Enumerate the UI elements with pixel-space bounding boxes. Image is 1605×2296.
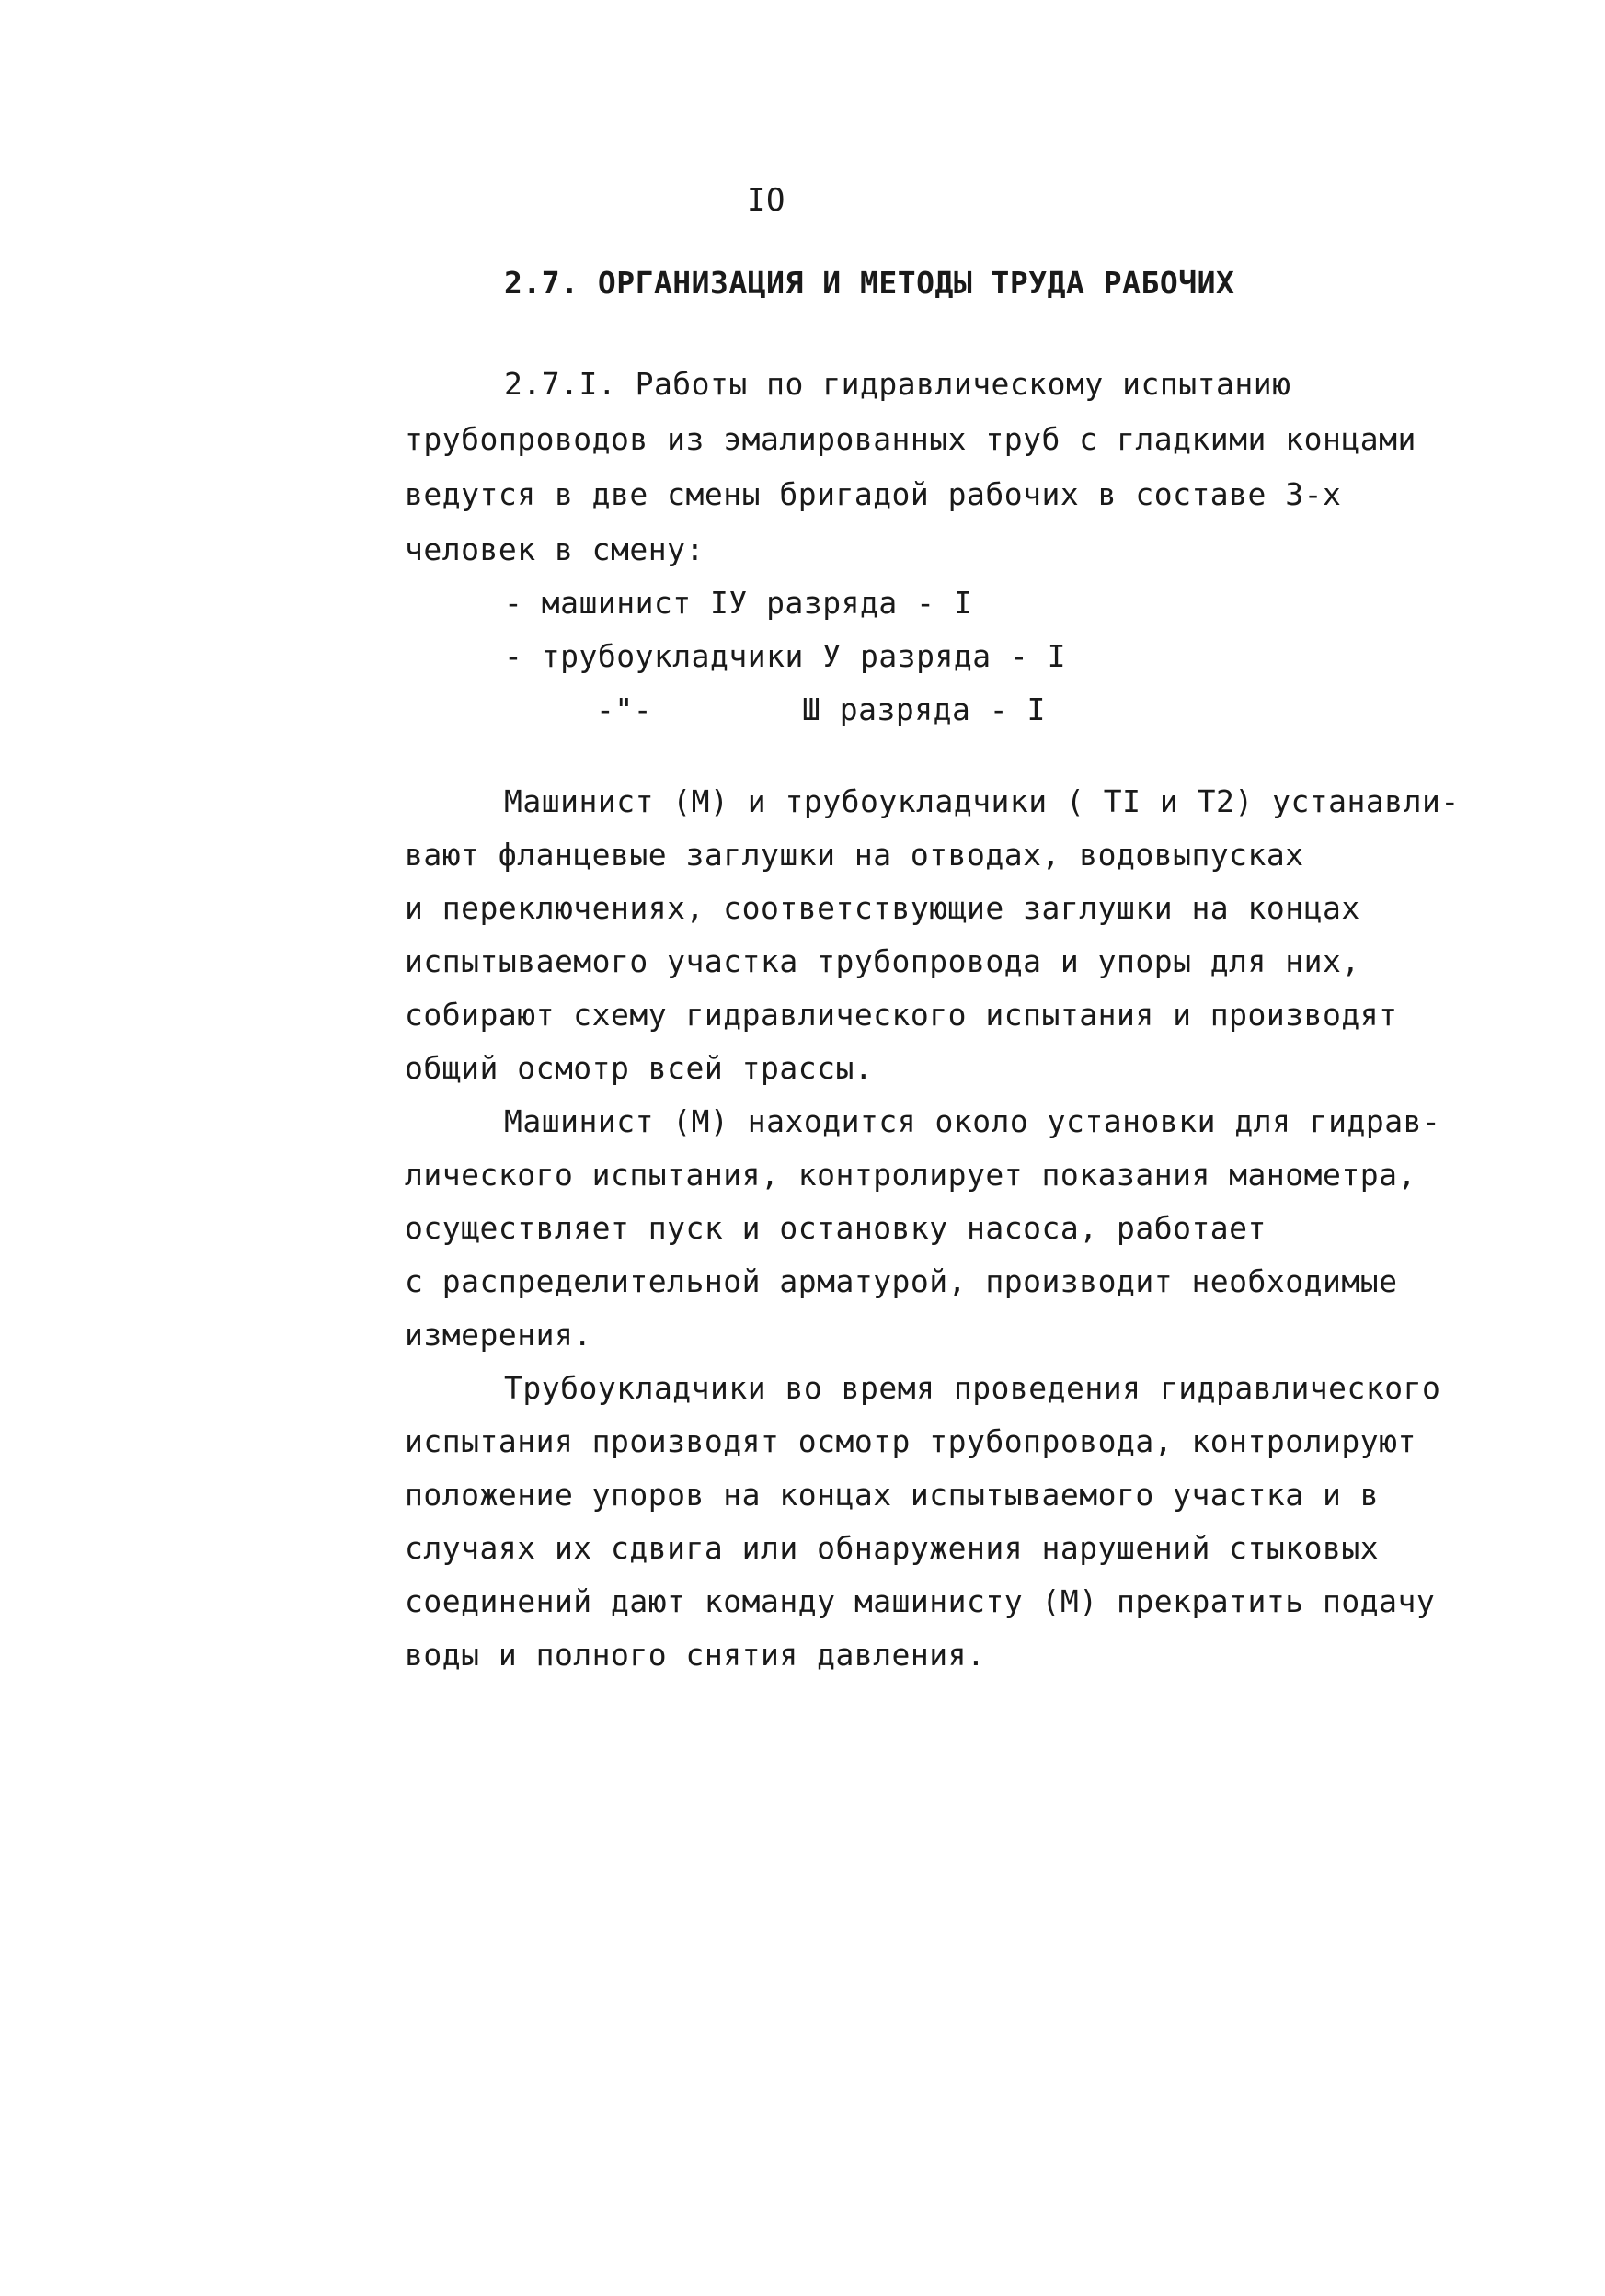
paragraph-2-line-4: с распределительной арматурой, производит необходимые (405, 1263, 1398, 1299)
page-number: IO (747, 182, 785, 219)
paragraph-2-line-1: Машинист (М) находится около установки для гидрав- (504, 1103, 1441, 1139)
paragraph-3-line-5: соединений дают команду машинисту (М) прекратить подачу (405, 1583, 1436, 1619)
section-271-line-1: 2.7.I. Работы по гидравлическому испытанию (504, 366, 1291, 402)
paragraph-2-line-5: измерения. (405, 1317, 592, 1353)
crew-item-pipelayer-3: -"- Ш разряда - I (596, 691, 1046, 727)
section-271-line-2: трубопроводов из эмалированных труб с гладкими концами (405, 421, 1416, 457)
paragraph-1-line-2: вают фланцевые заглушки на отводах, водовыпусках (405, 837, 1304, 873)
paragraph-2-line-3: осуществляет пуск и остановку насоса, работает (405, 1210, 1267, 1246)
paragraph-1-line-5: собирают схему гидравлического испытания и производят (405, 997, 1398, 1033)
paragraph-1-line-6: общий осмотр всей трассы. (405, 1050, 874, 1086)
crew-item-machinist: - машинист IУ разряда - I (504, 585, 973, 621)
paragraph-3-line-1: Трубоукладчики во время проведения гидравлического (504, 1370, 1441, 1406)
section-heading: 2.7. ОРГАНИЗАЦИЯ И МЕТОДЫ ТРУДА РАБОЧИХ (504, 265, 1235, 301)
section-271-line-4: человек в смену: (405, 531, 705, 567)
crew-item-pipelayer-5: - трубоукладчики У разряда - I (504, 638, 1067, 674)
paragraph-3-line-6: воды и полного снятия давления. (405, 1637, 986, 1673)
paragraph-3-line-2: испытания производят осмотр трубопровода, контролируют (405, 1423, 1416, 1459)
section-271-line-3: ведутся в две смены бригадой рабочих в составе 3-х (405, 476, 1342, 512)
paragraph-2-line-2: лического испытания, контролирует показания манометра, (405, 1157, 1416, 1193)
paragraph-1-line-3: и переключениях, соответствующие заглушки на концах (405, 890, 1360, 926)
paragraph-1-line-1: Машинист (М) и трубоукладчики ( TI и T2) устанавли- (504, 783, 1460, 819)
paragraph-3-line-3: положение упоров на концах испытываемого участка и в (405, 1477, 1380, 1513)
paragraph-3-line-4: случаях их сдвига или обнаружения нарушений стыковых (405, 1530, 1380, 1566)
paragraph-1-line-4: испытываемого участка трубопровода и упоры для них, (405, 943, 1360, 979)
